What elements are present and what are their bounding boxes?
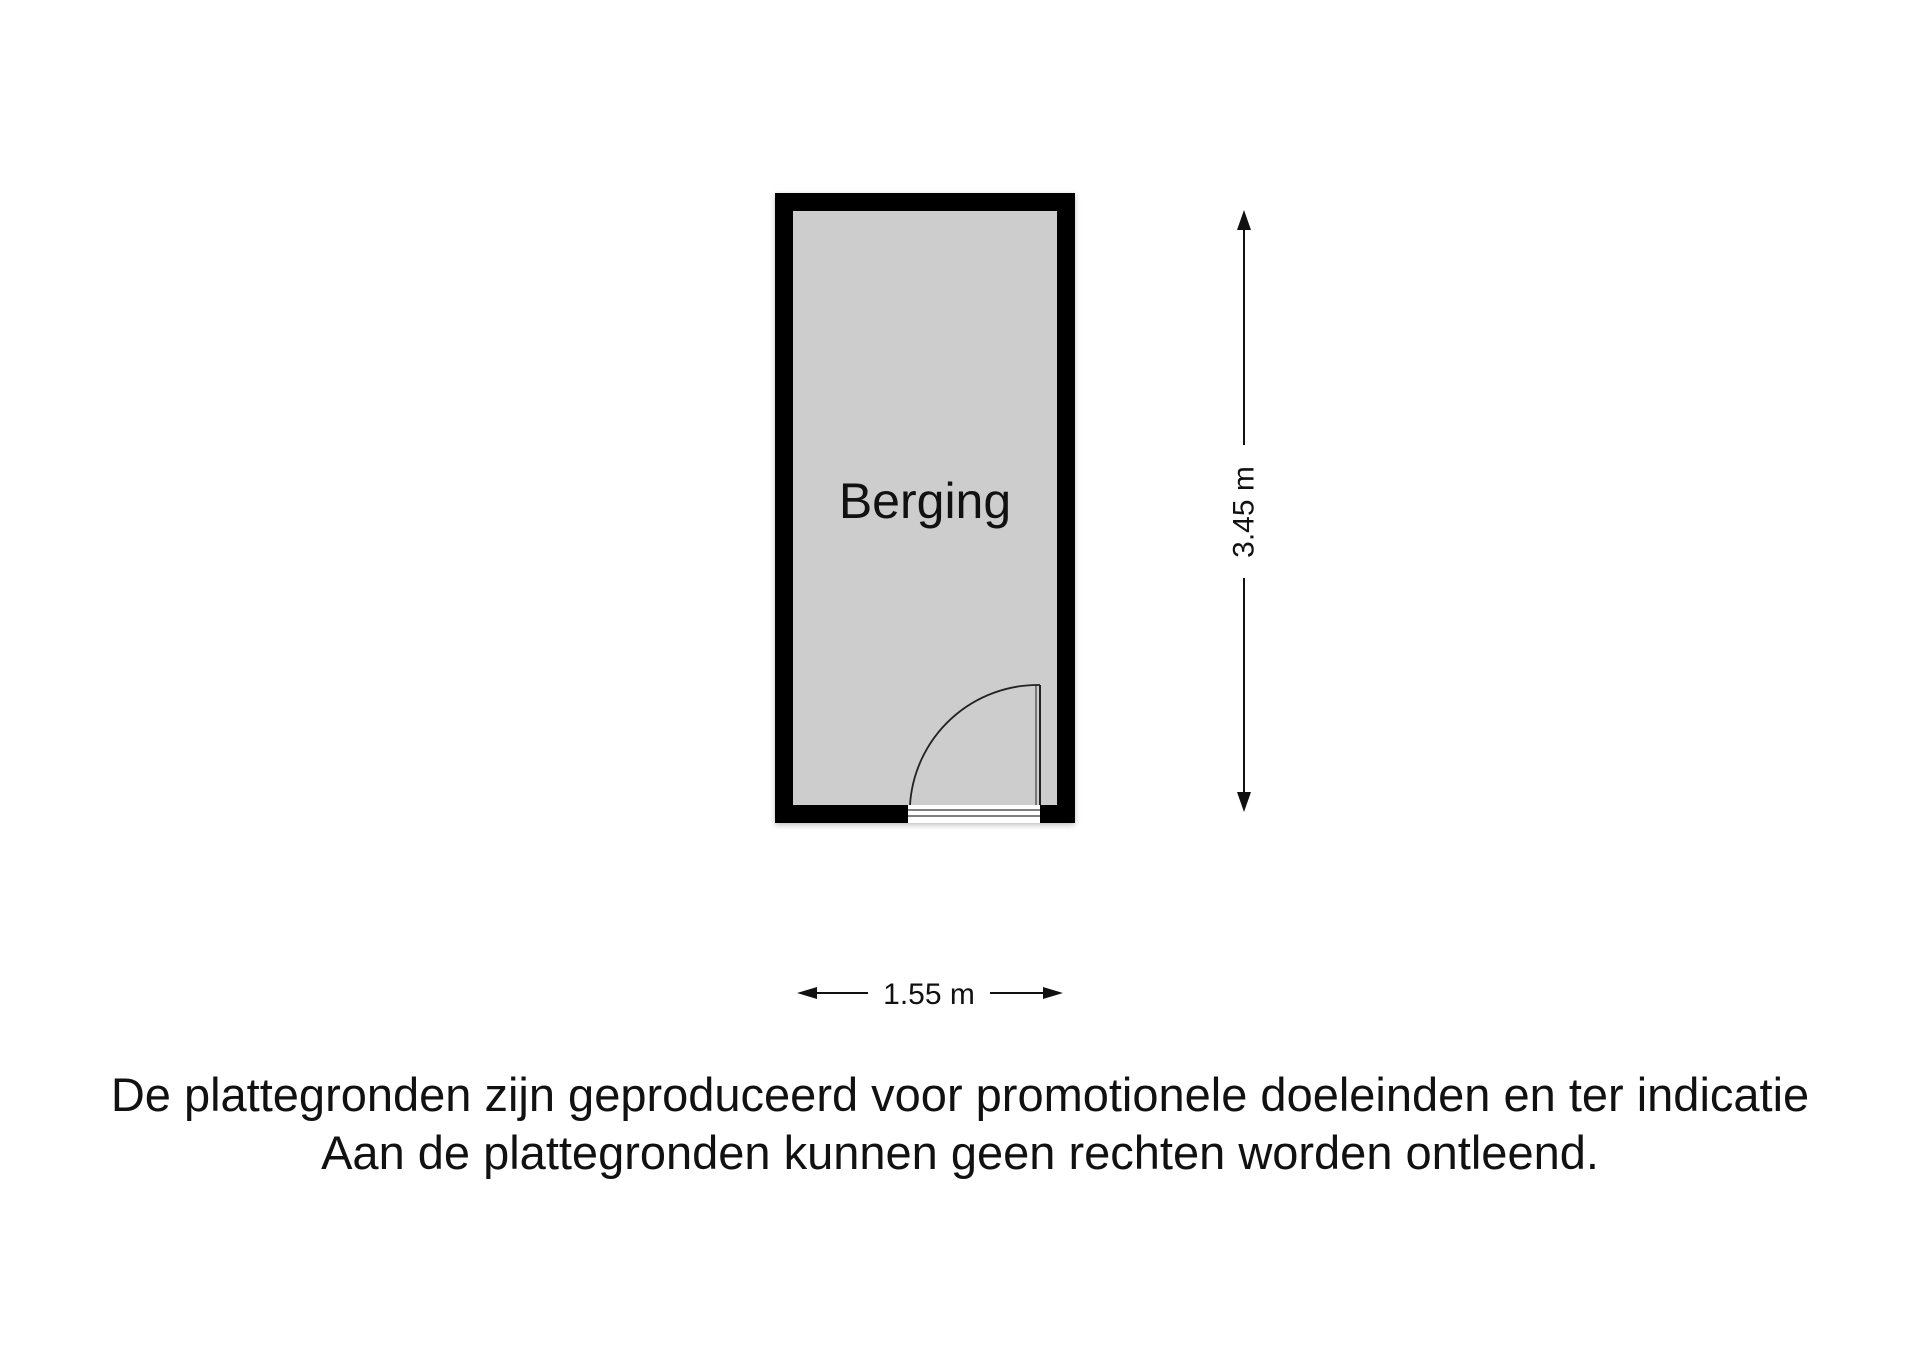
door-jamb-right xyxy=(1040,805,1050,823)
arrow-down-icon xyxy=(1237,792,1251,812)
door-jamb-left xyxy=(898,805,908,823)
height-dimension-label: 3.45 m xyxy=(1227,466,1261,558)
door-opening xyxy=(898,805,1050,823)
disclaimer-line-2: Aan de plattegronden kunnen geen rechten worden ontleend. xyxy=(321,1126,1599,1179)
width-dimension xyxy=(797,978,1063,1011)
height-dimension xyxy=(1228,210,1261,812)
disclaimer-line-1: De plattegronden zijn geproduceerd voor promotionele doeleinden en ter indicatie xyxy=(110,1068,1810,1121)
arrow-right-icon xyxy=(1043,987,1063,999)
width-dimension-label: 1.55 m xyxy=(883,978,975,1011)
arrow-left-icon xyxy=(797,987,817,999)
room-label: Berging xyxy=(838,473,1012,529)
arrow-up-icon xyxy=(1237,210,1251,230)
